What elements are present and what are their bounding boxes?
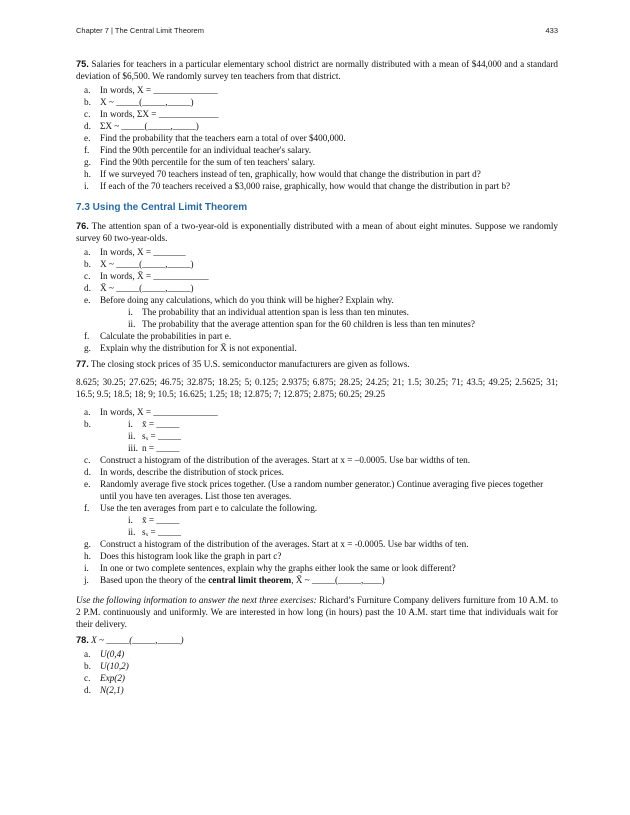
list-item: e. Find the probability that the teachers earn a total of over $400,000. bbox=[84, 133, 346, 143]
exercise-78-items bbox=[76, 648, 558, 696]
list-item: i. In one or two complete sentences, explain why the graphs either look the same or look different? bbox=[84, 563, 456, 573]
list-item: a. U(0,4) bbox=[84, 649, 125, 659]
list-item: h. If we surveyed 70 teachers instead of ten, graphically, how would that change the distribution in part d? bbox=[84, 169, 481, 179]
exercise-75 bbox=[76, 58, 558, 82]
exercise-text: The attention span of a two-year-old is exponentially distributed with a mean of about eight minutes. Suppose we randomly survey 60 two-year-olds. bbox=[76, 221, 558, 243]
list-item: a. In words, X = ______________ bbox=[84, 85, 218, 95]
sub-list-item: i. x̄ = _____ bbox=[128, 515, 180, 525]
exercise-78 bbox=[76, 634, 558, 646]
exercise-number: 78. bbox=[76, 635, 89, 645]
list-item: f. Find the 90th percentile for an individual teacher's salary. bbox=[84, 145, 312, 155]
exercise-76-items bbox=[76, 246, 558, 354]
exercise-text: Salaries for teachers in a particular elementary school district are normally distributed with a mean of $44,000 and a standard deviation of $6,500. We randomly survey ten teachers from that district. bbox=[76, 59, 558, 81]
sub-list-item: i. The probability that an individual attention span is less than ten minutes. bbox=[128, 307, 409, 317]
list-item: e. Randomly average five stock prices together. (Use a random number generator.) Continue averaging five pieces together until you have ten averages. List those ten averages. bbox=[84, 479, 544, 501]
list-item: b. i. x̄ = _____ ii. sₓ = _____ iii. n = _____ bbox=[84, 418, 558, 454]
exercise-number: 76. bbox=[76, 221, 89, 231]
running-head bbox=[76, 26, 558, 35]
exercise-77 bbox=[76, 358, 558, 370]
list-item: c. In words, ΣX = _____________ bbox=[84, 109, 219, 119]
list-item: c. Exp(2) bbox=[84, 673, 125, 683]
list-item: c. Construct a histogram of the distribution of the averages. Start at x = –0.0005. Use bar widths of ten. bbox=[84, 455, 471, 465]
section-title: 7.3 Using the Central Limit Theorem bbox=[76, 202, 248, 213]
exercise-text: X ~ _____(_____,_____) bbox=[91, 635, 184, 645]
list-item: h. Does this histogram look like the graph in part c? bbox=[84, 551, 282, 561]
exercise-text: The closing stock prices of 35 U.S. semiconductor manufacturers are given as follows. bbox=[90, 359, 410, 369]
sub-list-item: ii. sₓ = _____ bbox=[128, 431, 181, 441]
exercise-number: 77. bbox=[76, 359, 89, 369]
sub-list-item: ii. The probability that the average attention span for the 60 children is less than ten minutes? bbox=[128, 319, 475, 329]
list-item: c. In words, X̄ = ____________ bbox=[84, 271, 209, 281]
list-item: e. Before doing any calculations, which do you think will be higher? Explain why. i. The probability that an individual attention span is less than ten minutes. ii. The probability that the average attention span for the 60 children is less than ten minutes? bbox=[84, 294, 558, 330]
list-item: d. N(2,1) bbox=[84, 685, 124, 695]
sub-list bbox=[100, 514, 558, 538]
exercise-number: 75. bbox=[76, 59, 89, 69]
exercise-75-items bbox=[76, 84, 558, 192]
list-item: g. Find the 90th percentile for the sum of ten teachers' salary. bbox=[84, 157, 316, 167]
page-number: 433 bbox=[545, 26, 558, 35]
exercise-76 bbox=[76, 220, 558, 244]
list-item: b. X ~ _____(_____,_____) bbox=[84, 97, 194, 107]
chapter-title: Chapter 7 | The Central Limit Theorem bbox=[76, 26, 204, 35]
list-item: a. In words, X = _______ bbox=[84, 247, 186, 257]
sub-list bbox=[100, 418, 558, 454]
list-item: j. Based upon the theory of the central limit theorem, X̄ ~ _____(_____,____) bbox=[84, 575, 385, 585]
shared-info-paragraph bbox=[76, 594, 558, 630]
list-item: g. Construct a histogram of the distribution of the averages. Start at x = -0.0005. Use bar widths of ten. bbox=[84, 539, 469, 549]
sub-list-item: iii. n = _____ bbox=[128, 443, 180, 453]
list-item: b. U(10,2) bbox=[84, 661, 129, 671]
list-item: d. X̄ ~ _____(_____,_____) bbox=[84, 283, 194, 293]
instruction-italic: Use the following information to answer the next three exercises: bbox=[76, 595, 317, 605]
list-item: g. Explain why the distribution for X̄ is not exponential. bbox=[84, 343, 297, 353]
stock-price-data: 8.625; 30.25; 27.625; 46.75; 32.875; 18.25; 5; 0.125; 2.9375; 6.875; 28.25; 24.25; 21; 1.5; 30.25; 71; 43.5; 49.25; 2.5625; 31; 16.5; 9.5; 18.5; 18; 9; 10.5; 16.625; 1.25; 18; 12.875; 7; 12.875; 2.875; 60.25; 29.25 bbox=[76, 377, 558, 399]
page-content bbox=[76, 58, 558, 696]
list-item: b. X ~ _____(_____,_____) bbox=[84, 259, 194, 269]
instruction-text: Richard’s Furniture Company delivers furniture from 10 A.M. to 2 P.M. continuously and uniformly. We are interested in how long (in hours) past the 10 A.M. start time that individuals wait for their delivery. bbox=[76, 595, 558, 629]
list-item: d. In words, describe the distribution of stock prices. bbox=[84, 467, 284, 477]
sub-list-item: i. x̄ = _____ bbox=[128, 419, 180, 429]
list-item: i. If each of the 70 teachers received a $3,000 raise, graphically, how would that change the distribution in part b? bbox=[84, 181, 511, 191]
sub-list-item: ii. sₓ = _____ bbox=[128, 527, 181, 537]
list-item: a. In words, X = ______________ bbox=[84, 407, 218, 417]
list-item: f. Use the ten averages from part e to calculate the following. i. x̄ = _____ ii. sₓ = _____ bbox=[84, 502, 558, 538]
list-item: d. ΣX ~ _____(_____,_____) bbox=[84, 121, 199, 131]
list-item: f. Calculate the probabilities in part e. bbox=[84, 331, 232, 341]
exercise-77-items bbox=[76, 406, 558, 586]
sub-list bbox=[100, 306, 558, 330]
